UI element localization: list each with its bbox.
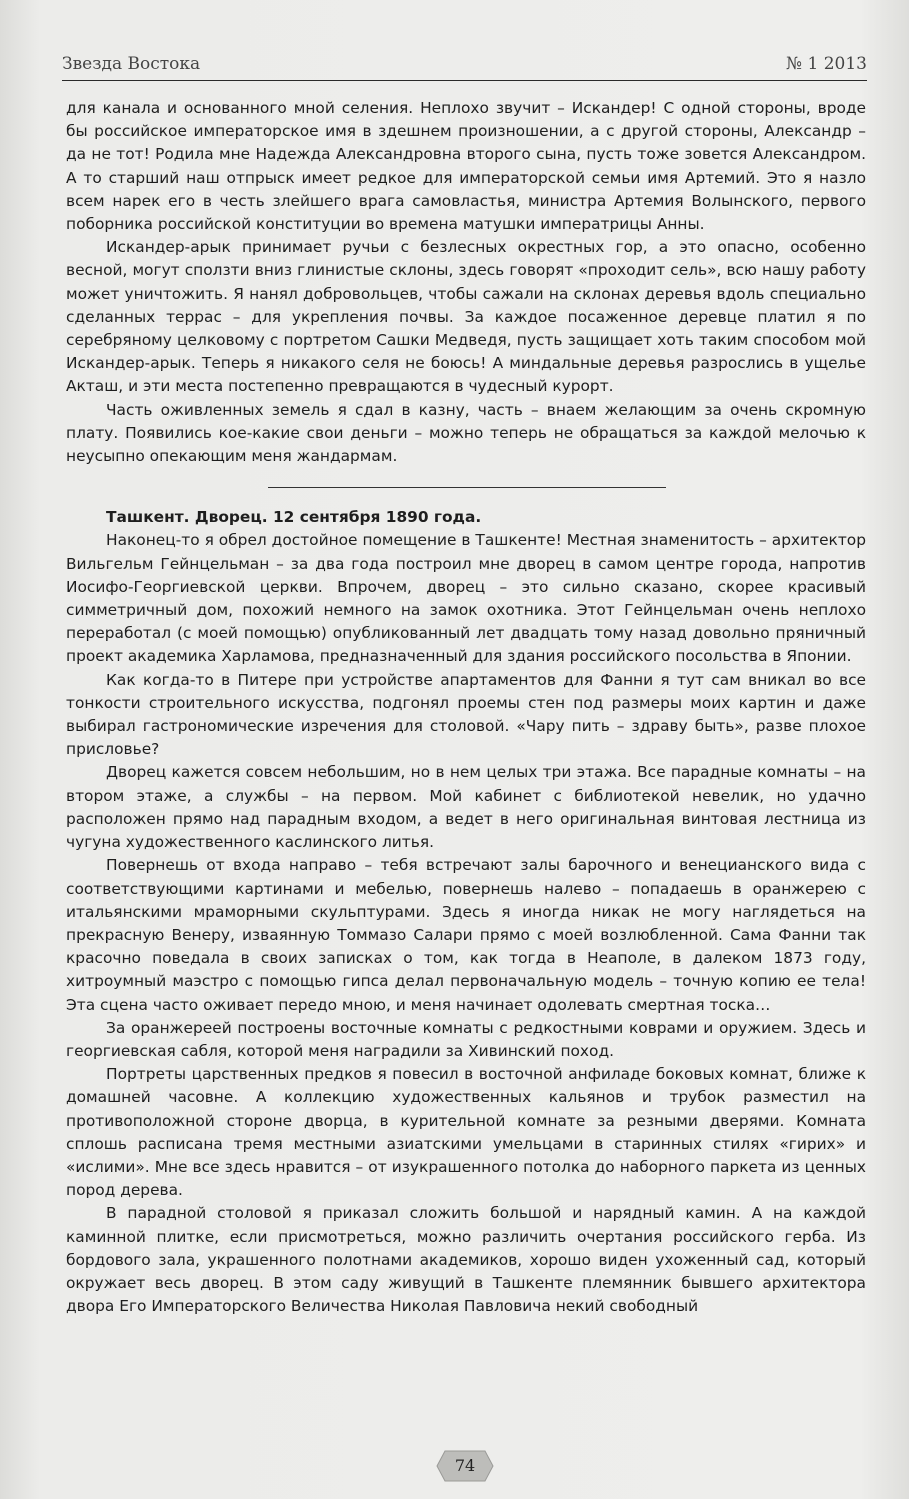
page-number-badge xyxy=(435,1449,495,1483)
paragraph: Наконец-то я обрел достойное помещение в Ташкенте! Местная знаменитость – архитектор Вильгельм Гейнцельман – за два года построил мне дворец в самом центре города, напротив Иосифо-Георгиевской церкви. Впрочем, дворец – это сильно сказано, скорее красивый симметричный дом, похожий немного на замок охотника. Этот Гейнцельман очень неплохо переработал (с моей помощью) опубликованный лет двадцать тому назад довольно пряничный проект академика Харламова, предназначенный для здания российского посольства в Японии. xyxy=(66,531,866,666)
paragraph: Часть оживленных земель я сдал в казну, часть – внаем желающим за очень скромную плату. Появились кое-какие свои деньги – можно теперь не обращаться за каждой мелочью к неусыпно опекающим меня жандармам. xyxy=(66,400,866,466)
issue-number: № 1 2013 xyxy=(786,54,867,74)
journal-title: Звезда Востока xyxy=(62,54,201,74)
paragraph: Искандер-арык принимает ручьи с безлесных окрестных гор, а это опасно, особенно весной, могут сползти вниз глинистые склоны, здесь говорят «проходит сель», всю нашу работу может уничтожить. Я нанял добровольцев, чтобы сажали на склонах деревья вдоль специально сделанных террас – для укрепления почвы. За каждое посаженное деревце платил я по серебряному целковому с портретом Сашки Медведя, пусть защищает хоть таким способом мой Искандер-арык. Теперь я никакого селя не боюсь! А миндальные деревья разрослись в ущелье Акташ, и эти места постепенно превращаются в чудесный курорт. xyxy=(66,238,866,396)
paragraph: Повернешь от входа направо – тебя встречают залы барочного и венецианского вида с соответствующими картинами и мебелью, повернешь налево – попадаешь в оранжерею с итальянскими мраморными скульптурами. Здесь я иногда никак не могу наглядеться на прекрасную Венеру, изваянную Томмазо Салари прямо с моей возлюбленной. Сама Фанни так красочно поведала в своих записках о том, как тогда в Неаполе, в далеком 1873 году, хитроумный маэстро с помощью гипса делал первоначальную модель – точную копию ее тела! Эта сцена часто оживает передо мною, и меня начинает одолевать смертная тоска… xyxy=(66,856,866,1014)
paragraph: Дворец кажется совсем небольшим, но в нем целых три этажа. Все парадные комнаты – на втором этаже, а службы – на первом. Мой кабинет с библиотекой невелик, но удачно расположен прямо над парадным входом, а ведет в него оригинальная винтовая лестница из чугуна художественного каслинского литья. xyxy=(66,763,866,852)
article-body xyxy=(66,97,866,1318)
paragraph: За оранжереей построены восточные комнаты с редкостными коврами и оружием. Здесь и георгиевская сабля, которой меня наградили за Хивинский поход. xyxy=(66,1018,866,1060)
paragraph: Как когда-то в Питере при устройстве апартаментов для Фанни я тут сам вникал во все тонкости строительного искусства, подгонял проемы стен под размеры моих картин и даже выбирал гастрономические изречения для столовой. «Чару пить – здраву быть», разве плохое присловье? xyxy=(66,670,866,759)
page-number: 74 xyxy=(454,1456,476,1475)
section-divider xyxy=(268,487,666,488)
paragraph: для канала и основанного мной селения. Неплохо звучит – Искандер! С одной стороны, вроде бы российское императорское имя в здешнем произношении, а с другой стороны, Александр – да не тот! Родила мне Надежда Александровна второго сына, пусть тоже зовется Александром. А то старший наш отпрыск имеет редкое для императорской семьи имя Артемий. Это я назло всем нарек его в честь злейшего врага самовластья, министра Артемия Волынского, первого поборника российской конституции во времена матушки императрицы Анны. xyxy=(66,99,866,234)
paragraph: Портреты царственных предков я повесил в восточной анфиладе боковых комнат, ближе к домашней часовне. А коллекцию художественных кальянов и трубок разместил на противоположной стороне дворца, в курительной комнате за резными дверями. Комната сплошь расписана тремя местными азиатскими умельцами в старинных стилях «гирих» и «ислими». Мне все здесь нравится – от изукрашенного потолка до наборного паркета из ценных пород дерева. xyxy=(66,1065,866,1200)
running-header xyxy=(62,50,867,81)
paragraph: В парадной столовой я приказал сложить большой и нарядный камин. А на каждой каминной плитке, если присмотреться, можно различить очертания российского герба. Из бордового зала, украшенного полотнами академиков, хорошо виден ухоженный сад, который окружает весь дворец. В этом саду живущий в Ташкенте племянник бывшего архитектора двора Его Императорского Величества Николая Павловича некий свободный xyxy=(66,1204,866,1316)
section-heading: Ташкент. Дворец. 12 сентября 1890 года. xyxy=(106,508,482,527)
